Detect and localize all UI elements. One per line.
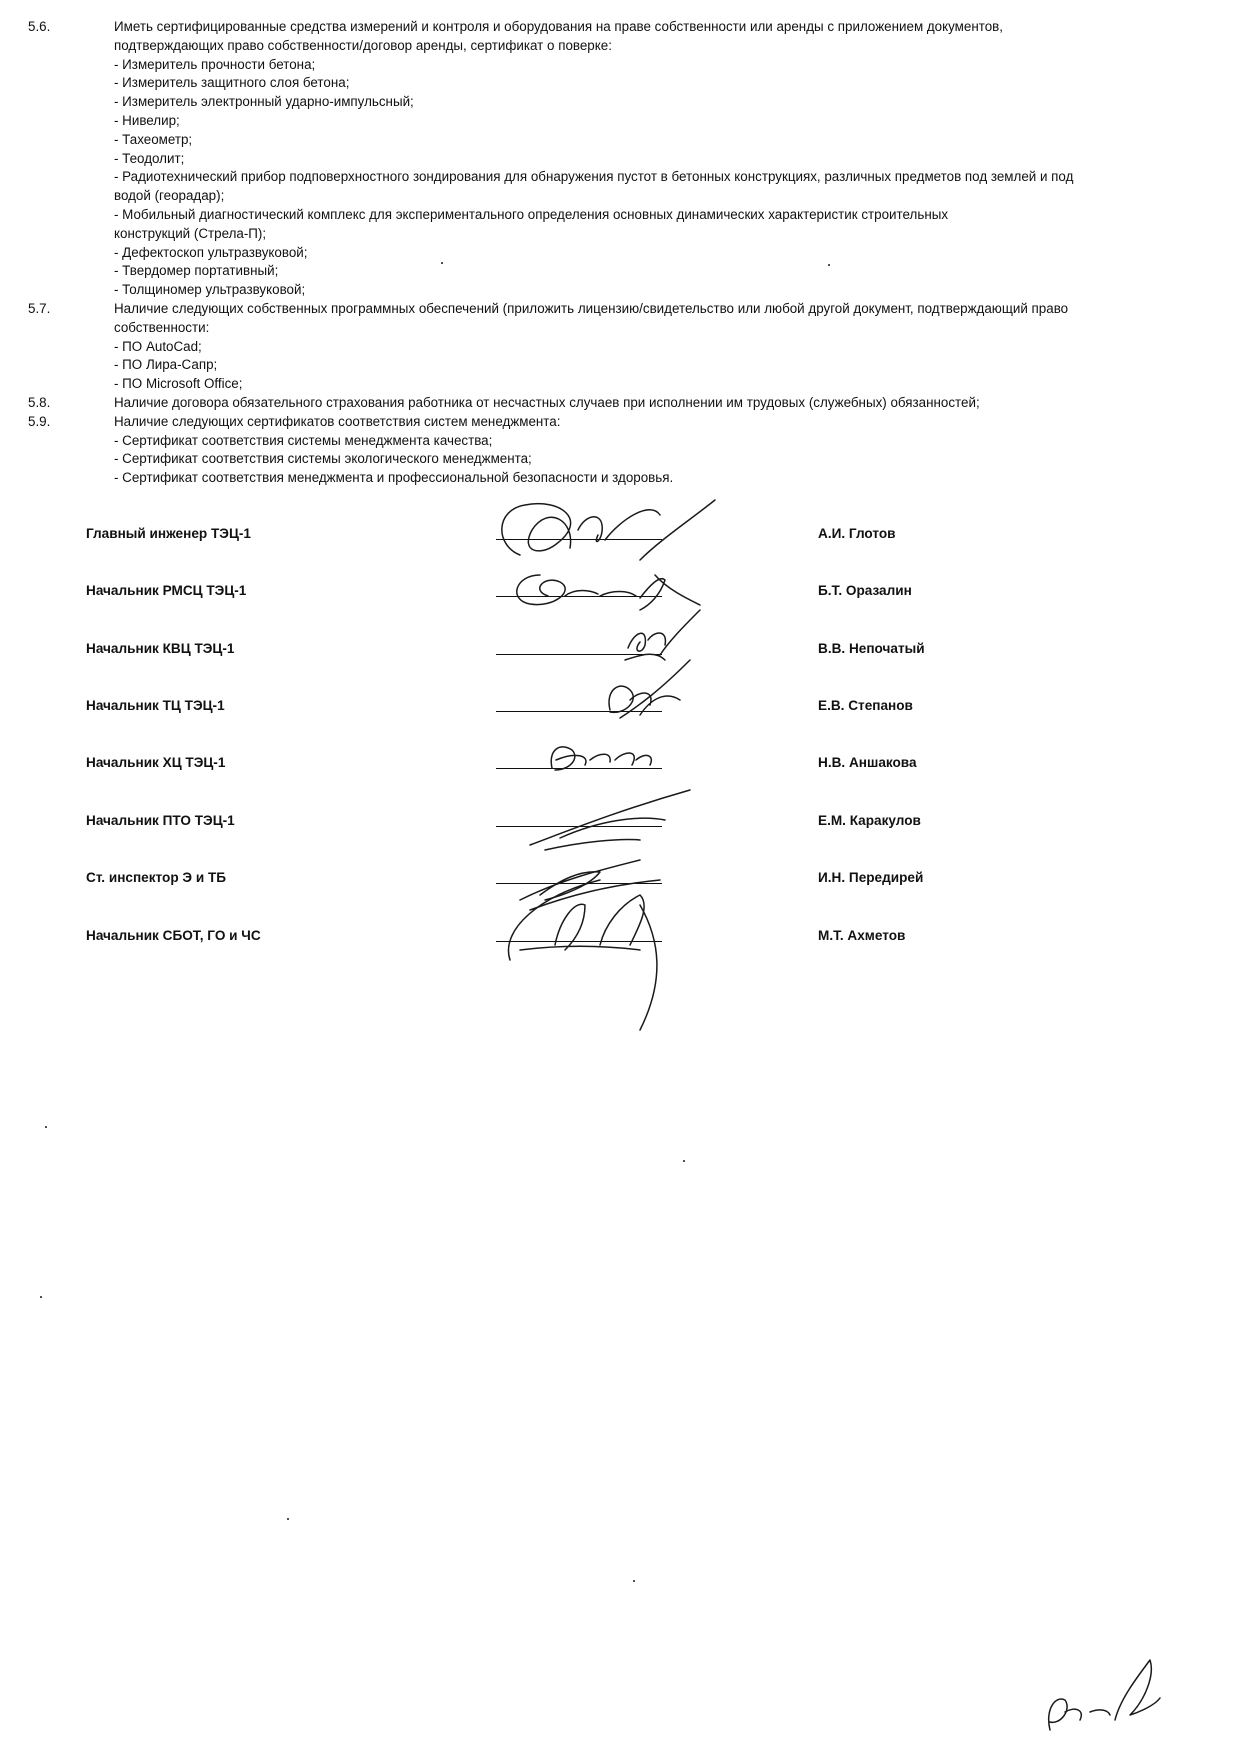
signature-row <box>0 640 1240 670</box>
signature-line <box>496 654 662 655</box>
list-item: - Сертификат соответствия системы экологического менеджмента; <box>114 451 532 467</box>
signature-row <box>0 869 1240 899</box>
list-item: водой (георадар); <box>114 188 225 204</box>
list-item: - ПО Лира-Сапр; <box>114 357 218 373</box>
list-item: - Теодолит; <box>114 150 185 166</box>
list-item: - Сертификат соответствия менеджмента и профессиональной безопасности и здоровья. <box>114 470 674 486</box>
list-item: - Твердомер портативный; <box>114 263 279 279</box>
signatory-name: В.В. Непочатый <box>818 641 925 656</box>
list-item: - Сертификат соответствия системы менеджмента качества; <box>114 432 493 448</box>
signatory-name: Е.В. Степанов <box>818 698 913 713</box>
signatory-name: И.Н. Передирей <box>818 870 924 885</box>
clause-number: 5.9. <box>28 413 51 429</box>
list-item: - Нивелир; <box>114 112 180 128</box>
list-item: - Толщиномер ультразвуковой; <box>114 282 306 298</box>
list-item: - Тахеометр; <box>114 131 193 147</box>
clause-line: Наличие следующих сертификатов соответствия систем менеджмента: <box>114 413 561 429</box>
clause-line: Наличие договора обязательного страхования работника от несчастных случаев при исполнении им трудовых (служебных) обязанностей; <box>114 394 980 410</box>
scan-speck <box>441 262 443 264</box>
scan-speck <box>828 264 830 266</box>
signature-line <box>496 539 662 540</box>
list-item: конструкций (Стрела-П); <box>114 225 267 241</box>
scan-speck <box>40 1296 42 1298</box>
signatory-position: Главный инженер ТЭЦ-1 <box>86 526 251 541</box>
list-item: - Радиотехнический прибор подповерхностного зондирования для обнаружения пустот в бетонных конструкциях, различных предметов под землей и под <box>114 169 1074 185</box>
list-item: - ПО AutoCad; <box>114 338 202 354</box>
clause-number: 5.6. <box>28 19 51 34</box>
signature-line <box>496 596 662 597</box>
signature-row <box>0 927 1240 957</box>
list-item: - Измеритель прочности бетона; <box>114 56 316 72</box>
signatory-position: Начальник КВЦ ТЭЦ-1 <box>86 641 235 656</box>
signatory-name: Б.Т. Оразалин <box>818 583 912 598</box>
signature-row <box>0 697 1240 727</box>
signature-line <box>496 883 662 884</box>
list-item: - Мобильный диагностический комплекс для экспериментального определения основных динамических характеристик строительных <box>114 206 949 222</box>
signature-row <box>0 582 1240 612</box>
signatory-position: Начальник ТЦ ТЭЦ-1 <box>86 698 225 713</box>
scan-speck <box>683 1160 685 1162</box>
signature-row <box>0 754 1240 784</box>
signatory-position: Начальник СБОТ, ГО и ЧС <box>86 928 261 943</box>
signatory-name: Е.М. Каракулов <box>818 813 921 828</box>
clause-number: 5.8. <box>28 394 51 410</box>
signature-line <box>496 711 662 712</box>
signatory-position: Начальник ХЦ ТЭЦ-1 <box>86 755 226 770</box>
clause-line: Наличие следующих собственных программных обеспечений (приложить лицензию/свидетельство или любой другой документ, подтверждающий право <box>114 300 1069 316</box>
signatory-name: Н.В. Аншакова <box>818 755 917 770</box>
signature-line <box>496 941 662 942</box>
signature-row <box>0 525 1240 555</box>
clause-line: собственности: <box>114 319 210 335</box>
signatory-name: М.Т. Ахметов <box>818 928 906 943</box>
signatory-position: Ст. инспектор Э и ТБ <box>86 870 227 885</box>
clause-line: подтверждающих право собственности/договор аренды, сертификат о поверке: <box>114 37 612 53</box>
list-item: - ПО Microsoft Office; <box>114 376 243 392</box>
signature-line <box>496 768 662 769</box>
list-item: - Дефектоскоп ультразвуковой; <box>114 244 308 260</box>
scan-speck <box>287 1518 289 1520</box>
scan-speck <box>633 1580 635 1582</box>
list-item: - Измеритель электронный ударно-импульсный; <box>114 94 414 110</box>
clause-line: Иметь сертифицированные средства измерений и контроля и оборудования на праве собственности или аренды с приложением документов, <box>114 19 1003 34</box>
clause-number: 5.7. <box>28 300 51 316</box>
signatory-position: Начальник РМСЦ ТЭЦ-1 <box>86 583 247 598</box>
signatory-name: А.И. Глотов <box>818 526 896 541</box>
list-item: - Измеритель защитного слоя бетона; <box>114 75 350 91</box>
signature-line <box>496 826 662 827</box>
signature-row <box>0 812 1240 842</box>
signatory-position: Начальник ПТО ТЭЦ-1 <box>86 813 235 828</box>
scan-speck <box>45 1126 47 1128</box>
